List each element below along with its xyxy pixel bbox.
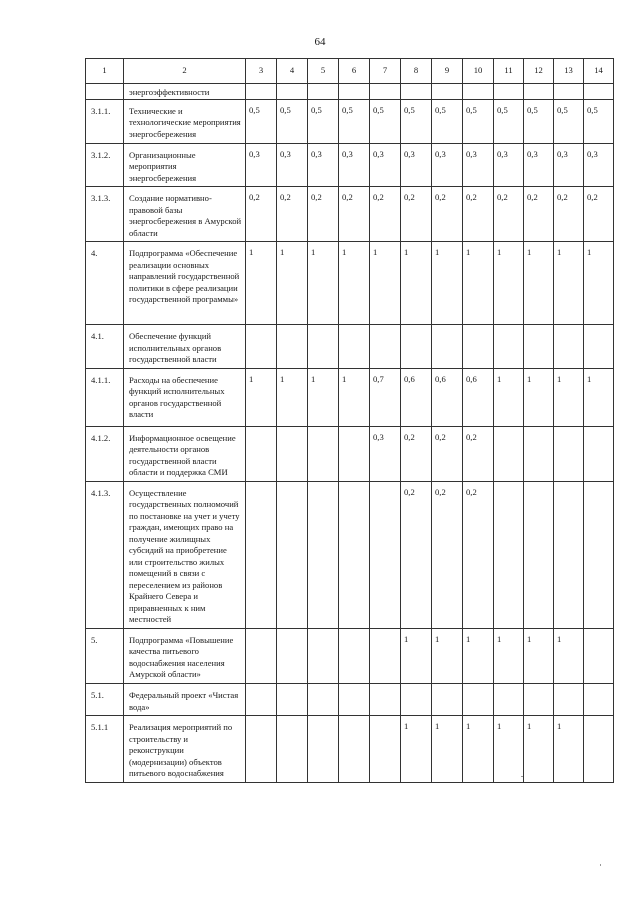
- value-cell: 1: [277, 368, 308, 426]
- continuation-num-cell: [86, 84, 124, 100]
- value-cell: [584, 426, 614, 481]
- value-cell: 1: [524, 242, 554, 325]
- value-cell: [339, 683, 370, 715]
- table-row: [86, 99, 614, 143]
- value-cell: 0,3: [432, 143, 463, 187]
- value-cell: 1: [339, 242, 370, 325]
- header-cell: 6: [339, 59, 370, 84]
- value-cell: 0,2: [308, 187, 339, 242]
- table-row: [86, 426, 614, 481]
- value-cell: 0,5: [401, 99, 432, 143]
- header-cell: 12: [524, 59, 554, 84]
- value-cell: [339, 628, 370, 683]
- value-cell: 0,6: [401, 368, 432, 426]
- value-cell: 0,5: [370, 99, 401, 143]
- value-cell: 0,3: [494, 143, 524, 187]
- row-name: Подпрограмма «Повышение качества питьевого водоснабжения населения Амурской области»: [124, 628, 246, 683]
- row-name: Осуществление государственных полномочий по постановке на учет и учету граждан, имеющих право на получение жилищных субсидий на приобретение или строительство жилых помещений в связи с переселением из районов Крайнего Севера и приравненных к ним местностей: [124, 481, 246, 628]
- row-number: 3.1.3.: [86, 187, 124, 242]
- value-cell: 0,3: [277, 143, 308, 187]
- indicator-table: [85, 58, 614, 783]
- value-cell: 1: [584, 242, 614, 325]
- value-cell: 1: [308, 368, 339, 426]
- value-cell: 1: [524, 716, 554, 783]
- value-cell: 1: [463, 628, 494, 683]
- value-cell: 0,3: [524, 143, 554, 187]
- table-row: [86, 368, 614, 426]
- value-cell: 0,3: [584, 143, 614, 187]
- row-name: Расходы на обеспечение функций исполнительных органов государственной власти: [124, 368, 246, 426]
- row-number: 4.: [86, 242, 124, 325]
- value-cell: [277, 628, 308, 683]
- value-cell: 1: [584, 368, 614, 426]
- value-cell: [524, 325, 554, 369]
- value-cell: 0,2: [401, 187, 432, 242]
- value-cell: [339, 481, 370, 628]
- value-cell: 0,5: [308, 99, 339, 143]
- value-cell: 0,5: [584, 99, 614, 143]
- value-cell: 0,6: [432, 368, 463, 426]
- value-cell: [401, 683, 432, 715]
- value-cell: 1: [246, 242, 277, 325]
- value-cell: 0,3: [339, 143, 370, 187]
- row-name: Обеспечение функций исполнительных органов государственной власти: [124, 325, 246, 369]
- row-name: Подпрограмма «Обеспечение реализации основных направлений государственной политики в сфере реализации государственной программы»: [124, 242, 246, 325]
- value-cell: 0,3: [554, 143, 584, 187]
- table-row: [86, 683, 614, 715]
- value-cell: [401, 325, 432, 369]
- value-cell: 0,2: [463, 481, 494, 628]
- value-cell: [370, 716, 401, 783]
- header-cell: 3: [246, 59, 277, 84]
- value-cell: 0,5: [463, 99, 494, 143]
- table-row: [86, 628, 614, 683]
- value-cell: 0,2: [524, 187, 554, 242]
- value-cell: [308, 325, 339, 369]
- continuation-text: энергоэффективности: [124, 84, 246, 100]
- value-cell: [584, 481, 614, 628]
- value-cell: 1: [370, 242, 401, 325]
- page-number: 64: [314, 36, 326, 48]
- value-cell: 0,2: [554, 187, 584, 242]
- value-cell: [308, 683, 339, 715]
- value-cell: [370, 628, 401, 683]
- row-number: 3.1.2.: [86, 143, 124, 187]
- table-row: [86, 481, 614, 628]
- value-cell: [246, 481, 277, 628]
- value-cell: 0,7: [370, 368, 401, 426]
- value-cell: [524, 481, 554, 628]
- value-cell: [494, 426, 524, 481]
- value-cell: 0,3: [246, 143, 277, 187]
- table-row: [86, 187, 614, 242]
- value-cell: [277, 683, 308, 715]
- value-cell: [370, 325, 401, 369]
- value-cell: 0,2: [339, 187, 370, 242]
- header-cell: 14: [584, 59, 614, 84]
- value-cell: 0,5: [277, 99, 308, 143]
- value-cell: [277, 481, 308, 628]
- value-cell: 0,5: [554, 99, 584, 143]
- value-cell: [432, 683, 463, 715]
- value-cell: [277, 325, 308, 369]
- value-cell: 1: [401, 628, 432, 683]
- value-cell: 0,5: [432, 99, 463, 143]
- row-name: Информационное освещение деятельности органов государственной власти области и поддержка СМИ: [124, 426, 246, 481]
- header-cell: 2: [124, 59, 246, 84]
- value-cell: 1: [339, 368, 370, 426]
- value-cell: [246, 325, 277, 369]
- value-cell: [370, 481, 401, 628]
- value-cell: 0,2: [370, 187, 401, 242]
- table-row: [86, 716, 614, 783]
- value-cell: 0,2: [432, 426, 463, 481]
- value-cell: [494, 683, 524, 715]
- row-number: 4.1.: [86, 325, 124, 369]
- header-cell: 1: [86, 59, 124, 84]
- value-cell: [339, 716, 370, 783]
- value-cell: 0,5: [246, 99, 277, 143]
- value-cell: 1: [432, 716, 463, 783]
- row-name: Организационные мероприятия энергосбережения: [124, 143, 246, 187]
- value-cell: [432, 325, 463, 369]
- header-cell: 5: [308, 59, 339, 84]
- value-cell: 0,2: [432, 481, 463, 628]
- row-name: Федеральный проект «Чистая вода»: [124, 683, 246, 715]
- value-cell: 1: [401, 242, 432, 325]
- header-cell: 13: [554, 59, 584, 84]
- value-cell: [524, 683, 554, 715]
- value-cell: [554, 325, 584, 369]
- value-cell: [463, 325, 494, 369]
- value-cell: 1: [524, 628, 554, 683]
- value-cell: 0,2: [246, 187, 277, 242]
- value-cell: 1: [494, 368, 524, 426]
- value-cell: 1: [554, 628, 584, 683]
- value-cell: [463, 683, 494, 715]
- value-cell: 1: [308, 242, 339, 325]
- value-cell: [524, 426, 554, 481]
- value-cell: [308, 426, 339, 481]
- value-cell: [308, 628, 339, 683]
- header-cell: 9: [432, 59, 463, 84]
- value-cell: [308, 481, 339, 628]
- value-cell: 0,6: [463, 368, 494, 426]
- value-cell: 1: [432, 628, 463, 683]
- value-cell: [277, 716, 308, 783]
- header-cell: 7: [370, 59, 401, 84]
- header-cell: 10: [463, 59, 494, 84]
- row-name: Технические и технологические мероприятия энергосбережения: [124, 99, 246, 143]
- value-cell: [370, 683, 401, 715]
- row-number: 5.: [86, 628, 124, 683]
- value-cell: [246, 426, 277, 481]
- value-cell: 1: [554, 242, 584, 325]
- value-cell: 0,5: [494, 99, 524, 143]
- table-row: [86, 143, 614, 187]
- value-cell: 1: [463, 716, 494, 783]
- value-cell: 0,2: [463, 187, 494, 242]
- value-cell: 0,5: [339, 99, 370, 143]
- row-number: 4.1.2.: [86, 426, 124, 481]
- value-cell: 1: [463, 242, 494, 325]
- value-cell: 1: [494, 242, 524, 325]
- row-name: Создание нормативно-правовой базы энергосбережения в Амурской области: [124, 187, 246, 242]
- value-cell: [554, 426, 584, 481]
- value-cell: 1: [494, 716, 524, 783]
- value-cell: 1: [401, 716, 432, 783]
- value-cell: 0,3: [401, 143, 432, 187]
- value-cell: [554, 481, 584, 628]
- value-cell: 1: [246, 368, 277, 426]
- value-cell: 0,2: [584, 187, 614, 242]
- value-cell: [246, 683, 277, 715]
- value-cell: [246, 628, 277, 683]
- value-cell: [339, 325, 370, 369]
- row-number: 4.1.3.: [86, 481, 124, 628]
- value-cell: [246, 716, 277, 783]
- value-cell: [584, 716, 614, 783]
- value-cell: 0,5: [524, 99, 554, 143]
- value-cell: 0,3: [463, 143, 494, 187]
- row-number: 5.1.1: [86, 716, 124, 783]
- row-number: 4.1.1.: [86, 368, 124, 426]
- row-name: Реализация мероприятий по строительству и реконструкции (модернизации) объектов питьевого водоснабжения: [124, 716, 246, 783]
- value-cell: 0,3: [370, 143, 401, 187]
- value-cell: 1: [494, 628, 524, 683]
- value-cell: 1: [554, 368, 584, 426]
- value-cell: [494, 481, 524, 628]
- value-cell: 0,2: [432, 187, 463, 242]
- value-cell: [339, 426, 370, 481]
- value-cell: 0,3: [370, 426, 401, 481]
- value-cell: 0,2: [401, 426, 432, 481]
- value-cell: 0,2: [463, 426, 494, 481]
- value-cell: [554, 683, 584, 715]
- scan-speck: [600, 864, 601, 866]
- value-cell: 0,2: [277, 187, 308, 242]
- value-cell: 0,2: [494, 187, 524, 242]
- value-cell: [584, 683, 614, 715]
- continuation-row: [86, 84, 614, 100]
- header-cell: 8: [401, 59, 432, 84]
- header-cell: 11: [494, 59, 524, 84]
- table-row: [86, 325, 614, 369]
- scan-speck: [521, 776, 523, 777]
- header-cell: 4: [277, 59, 308, 84]
- value-cell: 0,2: [401, 481, 432, 628]
- value-cell: [308, 716, 339, 783]
- value-cell: [584, 628, 614, 683]
- value-cell: 1: [277, 242, 308, 325]
- value-cell: 1: [524, 368, 554, 426]
- value-cell: [277, 426, 308, 481]
- value-cell: [584, 325, 614, 369]
- table-row: [86, 242, 614, 325]
- row-number: 3.1.1.: [86, 99, 124, 143]
- value-cell: 0,3: [308, 143, 339, 187]
- table-header-row: [86, 59, 614, 84]
- value-cell: 1: [554, 716, 584, 783]
- value-cell: 1: [432, 242, 463, 325]
- row-number: 5.1.: [86, 683, 124, 715]
- value-cell: [494, 325, 524, 369]
